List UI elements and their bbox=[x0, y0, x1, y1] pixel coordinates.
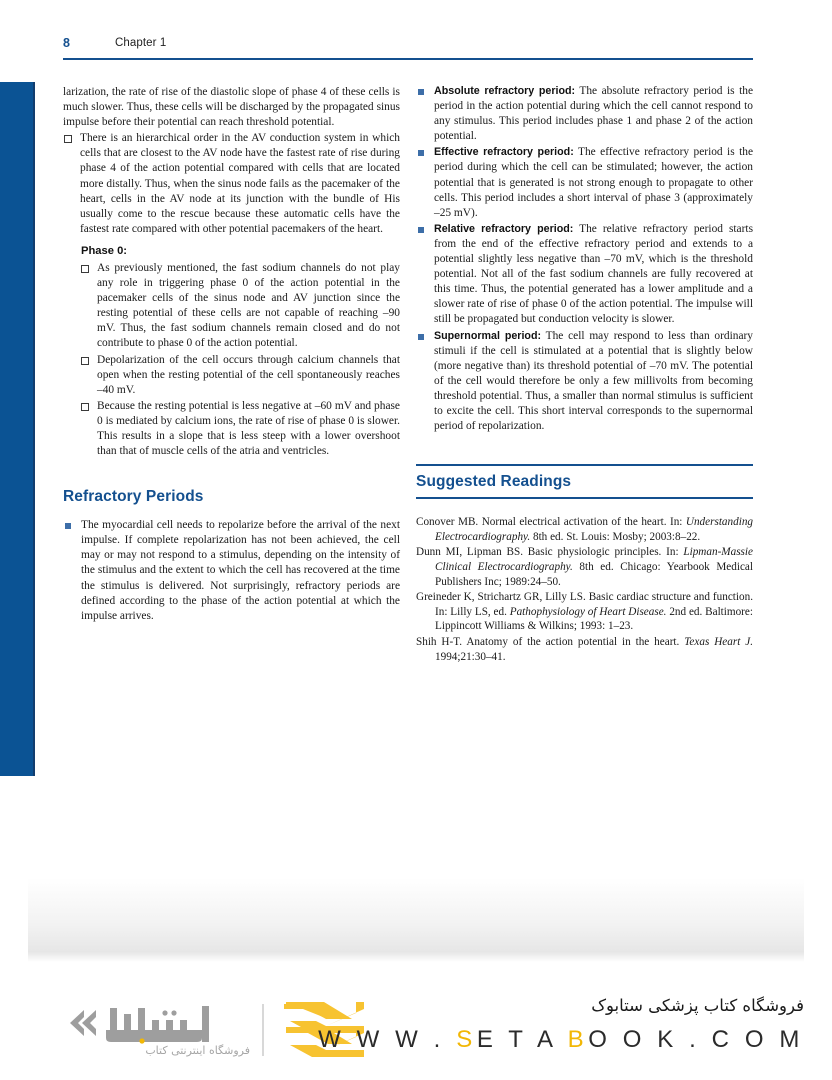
term-label: Effective refractory period: bbox=[434, 146, 574, 159]
running-head bbox=[63, 36, 753, 66]
reference-list bbox=[416, 515, 753, 664]
list-item-text: Because the resting potential is less negative at –60 mV and phase 0 is mediated by calcium ions, the rate of rise of phase 0 is slower. This results in a slope that is less steep with a lower overshoot than that of muscle cells of the atria and ventricles. bbox=[97, 399, 400, 458]
list-item bbox=[416, 222, 753, 328]
reference-entry bbox=[416, 635, 753, 664]
refractory-periods-heading: Refractory Periods bbox=[63, 488, 204, 506]
list-item bbox=[63, 131, 400, 237]
reference-entry bbox=[416, 590, 753, 634]
solid-square-bullet-icon bbox=[418, 227, 424, 233]
term-description: The cell may respond to less than ordinary stimuli if the cell is stimulated at a potential that is slightly below (more negative than) its threshold potential of –70 mV. The potential of the cell would therefore be only a few millivolts from becoming threshold potential. Thus, a smaller than normal stimulus is sufficient to excite the cell. This short interval corresponds to the supernormal period of repolarization. bbox=[434, 329, 754, 433]
reference-part-1: Greineder K, Strichartz GR, Lilly LS. Basic cardiac structure and function. In: Lilly LS, ed. bbox=[416, 591, 753, 618]
chapter-edge-tab bbox=[0, 82, 35, 776]
hollow-square-bullet-icon bbox=[64, 135, 72, 143]
list-item bbox=[416, 145, 753, 220]
website-url bbox=[318, 1026, 804, 1054]
term-description: The relative refractory period starts from the end of the effective refractory period and extends to a potential slightly less negative than –70 mV, which is the threshold potential. Not all of the fast sodium channels are fully recovered at this time. Thus, the potential generated has a lower amplitude and a slower rate of rise of phase 0 of the action potential. The impulse will still be propagated but conduction velocity is slower. bbox=[434, 222, 753, 326]
list-item bbox=[80, 261, 400, 352]
hollow-square-bullet-icon bbox=[81, 265, 89, 273]
header-rule bbox=[63, 58, 753, 60]
reference-part-2: 8th ed. St. Louis: Mosby; 2003:8–22. bbox=[530, 530, 701, 543]
phase0-heading-text: Phase 0: bbox=[81, 244, 128, 257]
list-item bbox=[63, 518, 400, 624]
reference-entry bbox=[416, 545, 753, 589]
reference-title: Texas Heart J. bbox=[684, 635, 753, 648]
readings-rule-bottom bbox=[416, 497, 753, 499]
reference-part-1: Dunn MI, Lipman BS. Basic physiologic principles. In: bbox=[416, 546, 684, 559]
right-column bbox=[416, 84, 753, 665]
setabook-url-block bbox=[318, 996, 804, 1066]
suggested-readings-block bbox=[416, 464, 753, 664]
reference-part-2: 2nd ed. Baltimore: Lippincott Williams & Wilkins; 1993: 1–23. bbox=[435, 605, 753, 633]
reference-part-2: 8th ed. Chicago: Yearbook Medical Publishers Inc; 1989:24–50. bbox=[435, 560, 753, 588]
continued-list bbox=[63, 85, 400, 237]
list-item bbox=[80, 353, 400, 398]
reference-title: Understanding Electrocardiography. bbox=[435, 516, 753, 543]
reference-part-2: 1994;21:30–41. bbox=[435, 650, 506, 663]
url-segment-highlight: S bbox=[456, 1026, 477, 1053]
page-number: 8 bbox=[63, 36, 71, 50]
solid-square-bullet-icon bbox=[418, 150, 424, 156]
refractory-intro-list bbox=[63, 518, 400, 624]
reference-title: Pathophysiology of Heart Disease. bbox=[509, 605, 667, 618]
solid-square-bullet-icon bbox=[418, 334, 424, 340]
list-item-text: There is an hierarchical order in the AV conduction system in which cells that are closest to the AV node have the fastest rate of rise during phase 4 of the action potential compared with cells that are located more distally. Thus, when the sinus node fails as the pacemaker of the heart, cells in the AV node at its junction with the bundle of His usually come to the rescue because these automatic cells have the fastest rate compared with other potential pacemakers of the heart. bbox=[80, 132, 400, 235]
continued-paragraph-text: larization, the rate of rise of the diastolic slope of phase 4 of these cells is much slower. Thus, these cells will be discharged by the propagated sinus impulse before their potential can reach threshold potential. bbox=[63, 86, 400, 129]
list-item-text: As previously mentioned, the fast sodium channels do not play any role in triggering phase 0 of the action potential in the pacemaker cells of the sinus node and AV junction since the resting potential of these cells are not capable of reaching –90 mV. Thus, the fast sodium channels remain closed and do not contribute to phase 0 of the action potential. bbox=[97, 261, 400, 350]
term-description: The effective refractory period is the period during which the cell can be stimulated; however, the action potential that is generated is not strong enough to propagate to other cells. This period includes a short interval of phase 3 (approximately –25 mV). bbox=[434, 146, 753, 219]
url-segment-highlight: B bbox=[567, 1026, 589, 1053]
logo-tagline: فروشگاه اینترنتی کتاب bbox=[145, 1044, 250, 1057]
farsi-store-title: فروشگاه کتاب پزشکی ستابوک bbox=[591, 996, 804, 1015]
phase0-heading bbox=[63, 244, 400, 259]
hollow-square-bullet-icon bbox=[81, 403, 89, 411]
list-item bbox=[63, 85, 400, 130]
readings-rule-top bbox=[416, 464, 753, 466]
hollow-square-bullet-icon bbox=[81, 357, 89, 365]
list-item-text: The myocardial cell needs to repolarize before the arrival of the next impulse. If complete repolarization has not been achieved, the cell may or may not respond to a stimulus, depending on the intensity of the stimulus and the extent to which the cell has recovered at the time the stimulus is delivered. Not surprisingly, refractory periods are defined according to the phase of the action potential at which the impulse arrives. bbox=[81, 519, 400, 622]
list-item-text: Depolarization of the cell occurs through calcium channels that open when the resting potential of the cell spontaneously reaches –40 mV. bbox=[97, 353, 400, 396]
term-description: The absolute refractory period is the period in the action potential during which the cell cannot respond to any stimulus. This period includes phase 1 and phase 2 of the action potential. bbox=[434, 85, 754, 143]
refractory-periods-heading-wrap bbox=[63, 487, 400, 507]
reference-part-1: Conover MB. Normal electrical activation of the heart. In: bbox=[416, 516, 686, 529]
list-item bbox=[416, 329, 753, 435]
reference-part-1: Shih H-T. Anatomy of the action potential in the heart. bbox=[416, 635, 685, 648]
logo-divider bbox=[262, 1004, 264, 1056]
term-label: Relative refractory period: bbox=[434, 222, 574, 235]
solid-square-bullet-icon bbox=[65, 523, 71, 529]
phase0-group bbox=[63, 244, 400, 259]
refractory-periods-list bbox=[416, 84, 753, 434]
phase0-list bbox=[63, 261, 400, 459]
solid-square-bullet-icon bbox=[418, 89, 424, 95]
setabook-wordmark-icon bbox=[66, 1000, 248, 1046]
list-item bbox=[416, 84, 753, 144]
url-segment: W W W . bbox=[318, 1026, 457, 1053]
reference-title: Lipman-Massie Clinical Electrocardiography. bbox=[435, 546, 753, 573]
url-segment: O O K . C O M bbox=[588, 1026, 804, 1053]
left-column bbox=[63, 84, 400, 625]
term-label: Absolute refractory period: bbox=[434, 85, 576, 97]
list-item bbox=[80, 399, 400, 459]
chapter-label: Chapter 1 bbox=[115, 37, 167, 49]
page-bottom-shadow bbox=[28, 878, 804, 962]
reference-entry bbox=[416, 515, 753, 544]
term-label: Supernormal period: bbox=[434, 329, 542, 342]
suggested-readings-heading: Suggested Readings bbox=[416, 473, 572, 491]
url-segment: E T A bbox=[476, 1026, 568, 1053]
